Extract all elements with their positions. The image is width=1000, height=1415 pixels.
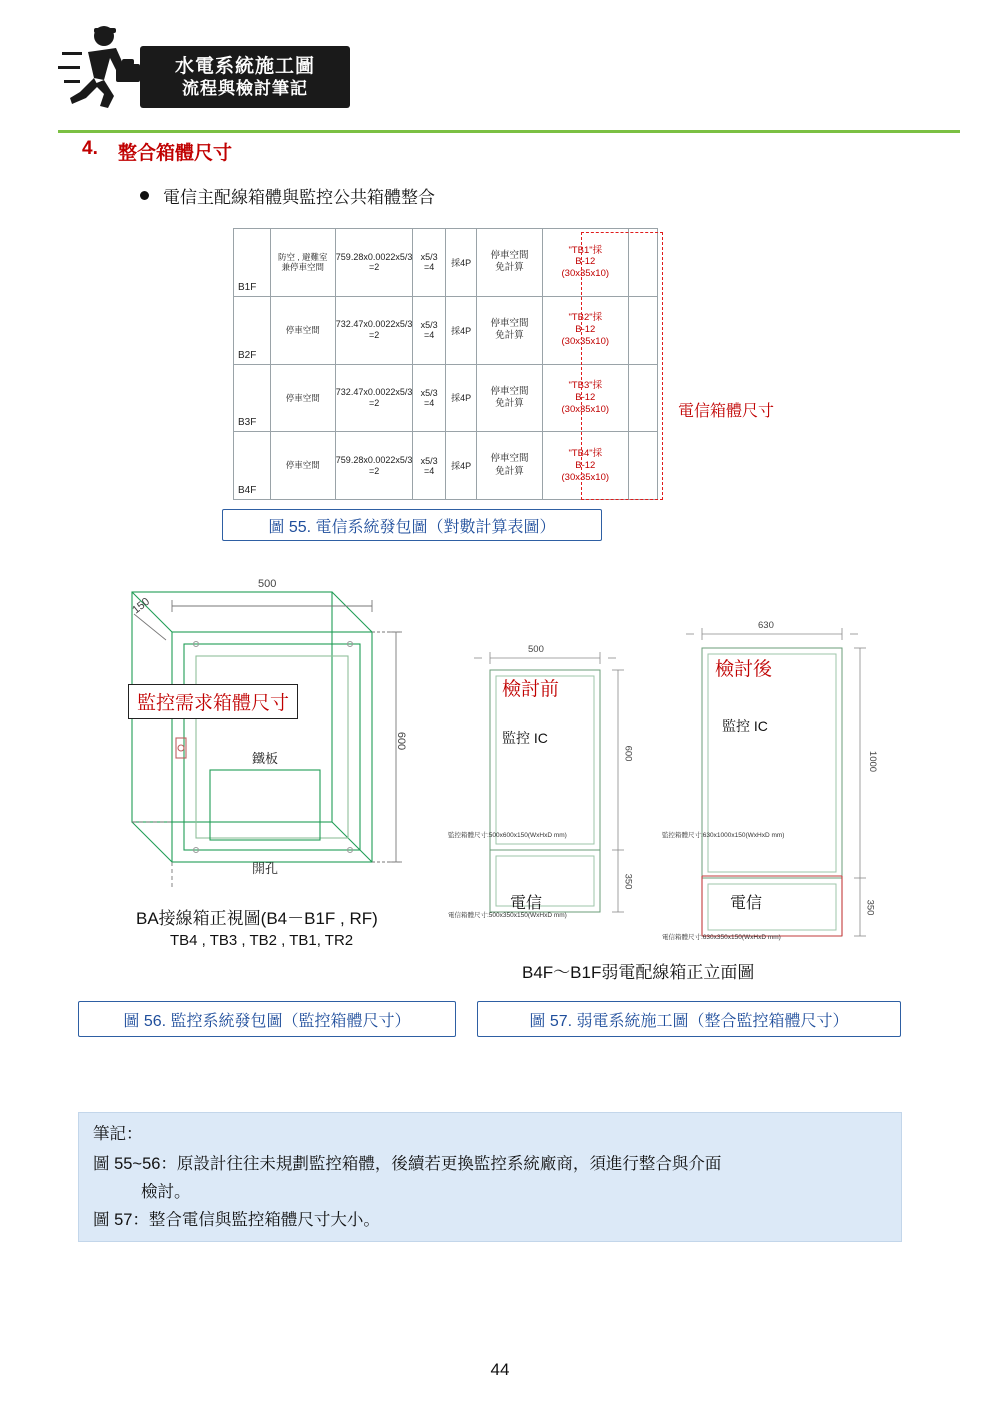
section-number: 4. [82, 138, 98, 159]
header-divider [58, 130, 960, 133]
notes-title: 筆記： [93, 1125, 143, 1143]
cell-box: "TB3"採 B-12 (30x35x10) [561, 380, 610, 415]
before-telecom-label: 電信 [510, 895, 543, 912]
cell-note: 停車空間 免計算 [490, 385, 529, 409]
figure-56-title-line-1: BA接線箱正視圖(B4－B1F , RF) [136, 909, 378, 928]
cell-pairs: 採4P [451, 257, 472, 268]
notes-line-1: 圖 55~56：原設計往往未規劃監控箱體，後續若更換監控系統廠商，須進行整合與介面 [93, 1155, 722, 1173]
page-header [40, 18, 960, 128]
after-review-label: 檢討後 [715, 659, 773, 680]
iron-plate-label: 鐵板 [252, 751, 279, 766]
before-ic-note: 監控箱體尺寸:500x600x150(WxHxD mm) [448, 832, 567, 839]
figure-56-caption: 圖 56. 監控系統發包圖（監控箱體尺寸） [78, 1001, 456, 1037]
monitoring-box-size-callout: 監控需求箱體尺寸 [128, 684, 298, 719]
bullet-item [140, 183, 740, 208]
before-ic-height-dim: 600 [622, 745, 634, 762]
cell-calc: x5/3 =4 [420, 320, 438, 341]
cell-formula: 759.28x0.0022x5/3 =2 [335, 251, 413, 273]
cell-floor: B1F [238, 281, 257, 293]
cell-space: 停車空間 [285, 460, 320, 471]
notes-box [78, 1112, 902, 1242]
figure-56-title-line-2: TB4 , TB3 , TB2 , TB1, TR2 [170, 932, 354, 949]
logo-title-line-2: 流程與檢討筆記 [182, 79, 308, 99]
cell-pairs: 採4P [451, 325, 472, 336]
bullet-dot-icon [140, 191, 149, 200]
figure-56-drawing [110, 570, 430, 990]
book-title-logo [140, 46, 350, 108]
dimension-depth-label: 150 [130, 595, 153, 617]
after-ic-note: 監控箱體尺寸:630x1000x150(WxHxD mm) [662, 832, 785, 839]
cell-pairs: 採4P [451, 393, 472, 404]
cell-space: 停車空間 [285, 324, 320, 335]
running-man-with-briefcase-icon [58, 22, 148, 114]
before-review-label: 檢討前 [502, 679, 560, 700]
table-row [234, 364, 658, 432]
telecom-box-size-callout: 電信箱體尺寸 [672, 396, 780, 423]
figure-55-caption: 圖 55. 電信系統發包圖（對數計算表圖） [222, 509, 602, 541]
after-top-width-dim: 630 [758, 620, 774, 631]
cell-calc: x5/3 =4 [420, 455, 438, 476]
cell-formula: 732.47x0.0022x5/3 =2 [335, 319, 413, 341]
before-top-width-dim: 500 [528, 644, 544, 655]
logo-title-line-1: 水電系統施工圖 [174, 55, 315, 77]
cell-formula: 759.28x0.0022x5/3 =2 [335, 454, 413, 476]
notes-line-2: 檢討。 [141, 1183, 191, 1201]
before-ic-label: 監控 IC [502, 730, 548, 746]
cell-space: 停車空間 [285, 392, 320, 403]
before-telecom-height-dim: 350 [622, 873, 634, 890]
cell-note: 停車空間 免計算 [490, 250, 529, 274]
figure-57-drawing [440, 618, 900, 988]
table-row [234, 432, 658, 500]
bullet-item-label: 電信主配線箱體與監控公共箱體整合 [163, 188, 435, 207]
cell-note: 停車空間 免計算 [490, 453, 529, 477]
dimension-height-label: 600 [395, 731, 408, 751]
cell-calc: x5/3 =4 [420, 387, 438, 408]
section-title: 整合箱體尺寸 [118, 143, 233, 164]
page-number: 44 [490, 1360, 510, 1379]
cell-calc: x5/3 =4 [420, 252, 438, 273]
telecom-pair-calculation-table [233, 228, 658, 500]
cell-box: "TB2"採 B-12 (30x35x10) [561, 312, 610, 348]
before-telecom-note: 電信箱體尺寸:500x350x150(WxHxD mm) [448, 912, 567, 919]
figure-55-table [233, 228, 673, 503]
cell-formula: 732.47x0.0022x5/3 =2 [335, 387, 413, 408]
cell-box: "TB1"採 B-12 (30x35x10) [561, 244, 610, 280]
after-telecom-height-dim: 350 [864, 899, 876, 916]
cell-floor: B4F [238, 485, 257, 496]
opening-label: 開孔 [252, 861, 279, 876]
cell-box: "TB4"採 B-12 (30x35x10) [561, 447, 610, 483]
cell-pairs: 採4P [451, 461, 472, 472]
dimension-width-label: 500 [258, 578, 277, 590]
cell-floor: B3F [238, 417, 257, 429]
cell-note: 停車空間 免計算 [490, 317, 529, 342]
table-row [234, 296, 658, 364]
after-ic-height-dim: 1000 [867, 750, 879, 773]
after-telecom-label: 電信 [730, 895, 763, 912]
table-row [234, 229, 658, 297]
cell-space: 防空 , 避難室 兼停車空間 [277, 251, 328, 273]
after-telecom-note: 電信箱體尺寸:630x350x150(WxHxD mm) [662, 934, 781, 941]
figure-57-caption: 圖 57. 弱電系統施工圖（整合監控箱體尺寸） [477, 1001, 901, 1037]
figure-57-title: B4F〜B1F弱電配線箱正立面圖 [522, 963, 755, 982]
after-ic-label: 監控 IC [722, 718, 768, 734]
notes-line-3: 圖 57：整合電信與監控箱體尺寸大小。 [93, 1211, 380, 1229]
cell-floor: B2F [238, 349, 257, 361]
